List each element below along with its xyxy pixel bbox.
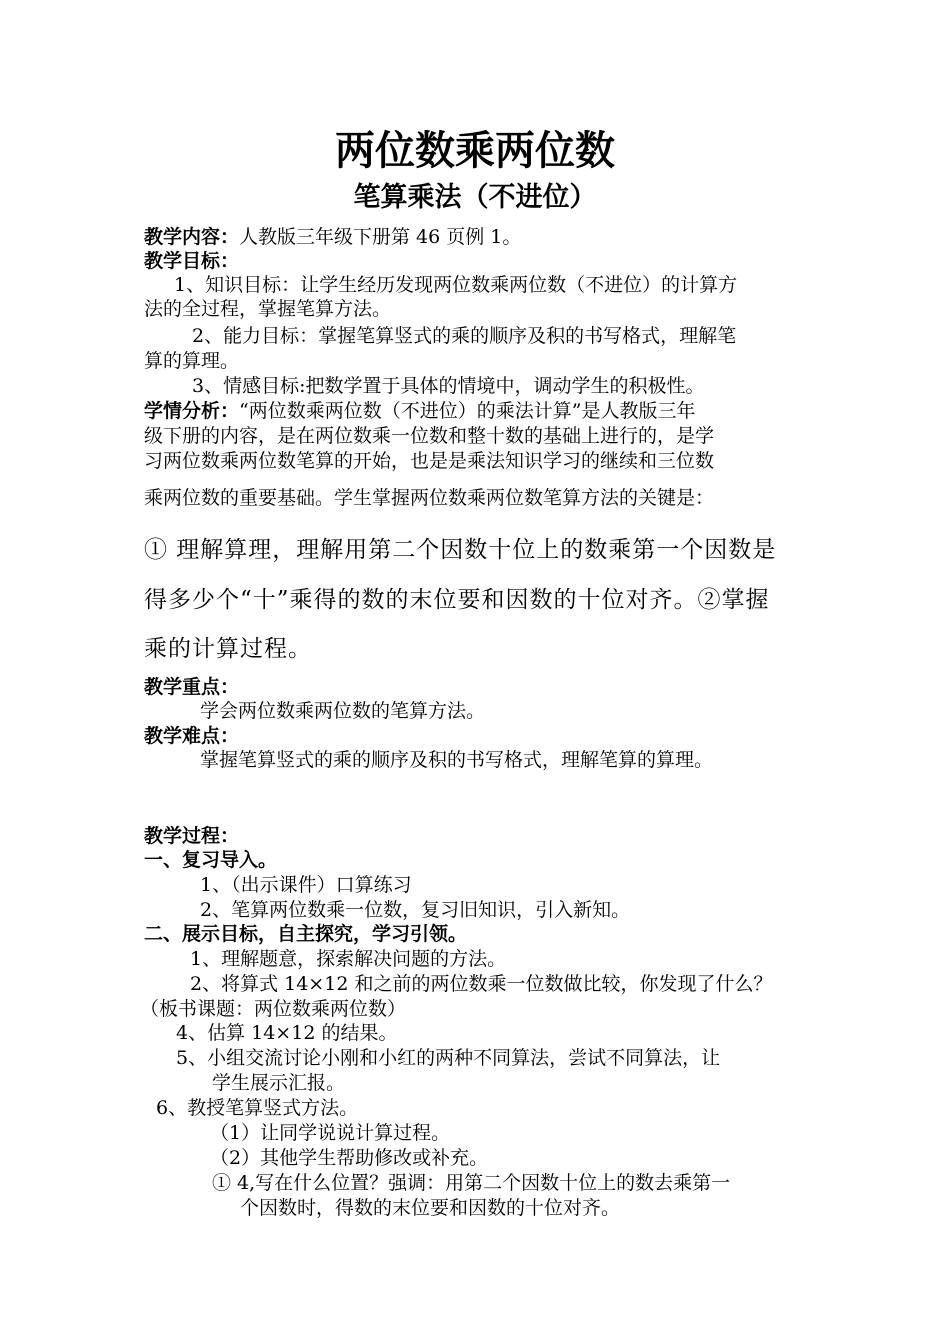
objective-2-cont: 算的算理。	[144, 350, 240, 372]
section-2-item-6: 6、教授笔算竖式方法。	[156, 1097, 359, 1119]
keypoint-label: 教学重点：	[144, 676, 240, 698]
analysis-line-4: 乘两位数的重要基础。学生掌握两位数乘两位数笔算方法的关键是：	[144, 487, 715, 509]
section-1-heading: 一、复习导入。	[144, 849, 278, 871]
keypoint-text: 学会两位数乘两位数的笔算方法。	[200, 700, 486, 722]
document-title: 两位数乘两位数	[335, 127, 615, 174]
objective-3: 3、情感目标:把数学置于具体的情境中，调动学生的积极性。	[192, 375, 705, 397]
analysis-line-2: 级下册的内容，是在两位数乘一位数和整十数的基础上进行的，是学	[144, 425, 715, 447]
objective-2: 2、能力目标：掌握笔算竖式的乘的顺序及积的书写格式，理解笔	[192, 325, 737, 347]
analysis-text-1: “两位数乘两位数（不进位）的乘法计算”是人教版三年	[239, 400, 696, 422]
analysis-line-7: 乘的计算过程。	[144, 636, 312, 662]
objective-1-cont: 法的全过程，掌握笔算方法。	[144, 298, 392, 320]
section-1-item-1: 1、（出示课件）口算练习	[200, 874, 412, 896]
process-label: 教学过程：	[144, 825, 240, 847]
section-2-item-2-cont: （板书课题：两位数乘两位数）	[140, 998, 407, 1020]
section-2-item-6-2: （2）其他学生帮助修改或补充。	[210, 1147, 489, 1169]
section-2-heading: 二、展示目标，自主探究，学习引领。	[144, 923, 468, 945]
section-2-item-5: 5、小组交流讨论小刚和小红的两种不同算法，尝试不同算法，让	[176, 1047, 721, 1069]
section-2-item-4: 4、估算 14×12 的结果。	[176, 1022, 398, 1044]
analysis-line-1	[144, 399, 695, 423]
content-line	[144, 225, 521, 249]
document-subtitle: 笔算乘法（不进位）	[353, 182, 597, 213]
section-1-item-2: 2、笔算两位数乘一位数，复习旧知识，引入新知。	[200, 899, 631, 921]
section-2-item-2: 2、将算式 14×12 和之前的两位数乘一位数做比较，你发现了什么？	[190, 973, 773, 995]
section-2-item-5-cont: 学生展示汇报。	[212, 1072, 346, 1094]
difficulty-text: 掌握笔算竖式的乘的顺序及积的书写格式，理解笔算的算理。	[200, 749, 714, 771]
section-2-item-6-1: （1）让同学说说计算过程。	[210, 1122, 451, 1144]
analysis-line-3: 习两位数乘两位数笔算的开始，也是是乘法知识学习的继续和三位数	[144, 450, 715, 472]
objective-1: 1、知识目标：让学生经历发现两位数乘两位数（不进位）的计算方	[174, 274, 738, 296]
objectives-label: 教学目标：	[144, 250, 240, 272]
content-label: 教学内容：	[144, 226, 240, 248]
analysis-line-5: ① 理解算理，理解用第二个因数十位上的数乘第一个因数是	[144, 537, 777, 563]
section-2-item-6-3: ① 4,写在什么位置？强调：用第二个因数十位上的数去乘第一	[212, 1172, 731, 1194]
analysis-line-6: 得多少个“十”乘得的数的末位要和因数的十位对齐。②掌握	[144, 587, 770, 613]
section-2-item-6-3-cont: 个因数时，得数的末位要和因数的十位对齐。	[240, 1197, 621, 1219]
difficulty-label: 教学难点：	[144, 725, 240, 747]
content-text: 人教版三年级下册第 46 页例 1。	[239, 226, 522, 248]
section-2-item-1: 1、理解题意，探索解决问题的方法。	[190, 948, 507, 970]
analysis-label: 学情分析：	[144, 400, 240, 422]
